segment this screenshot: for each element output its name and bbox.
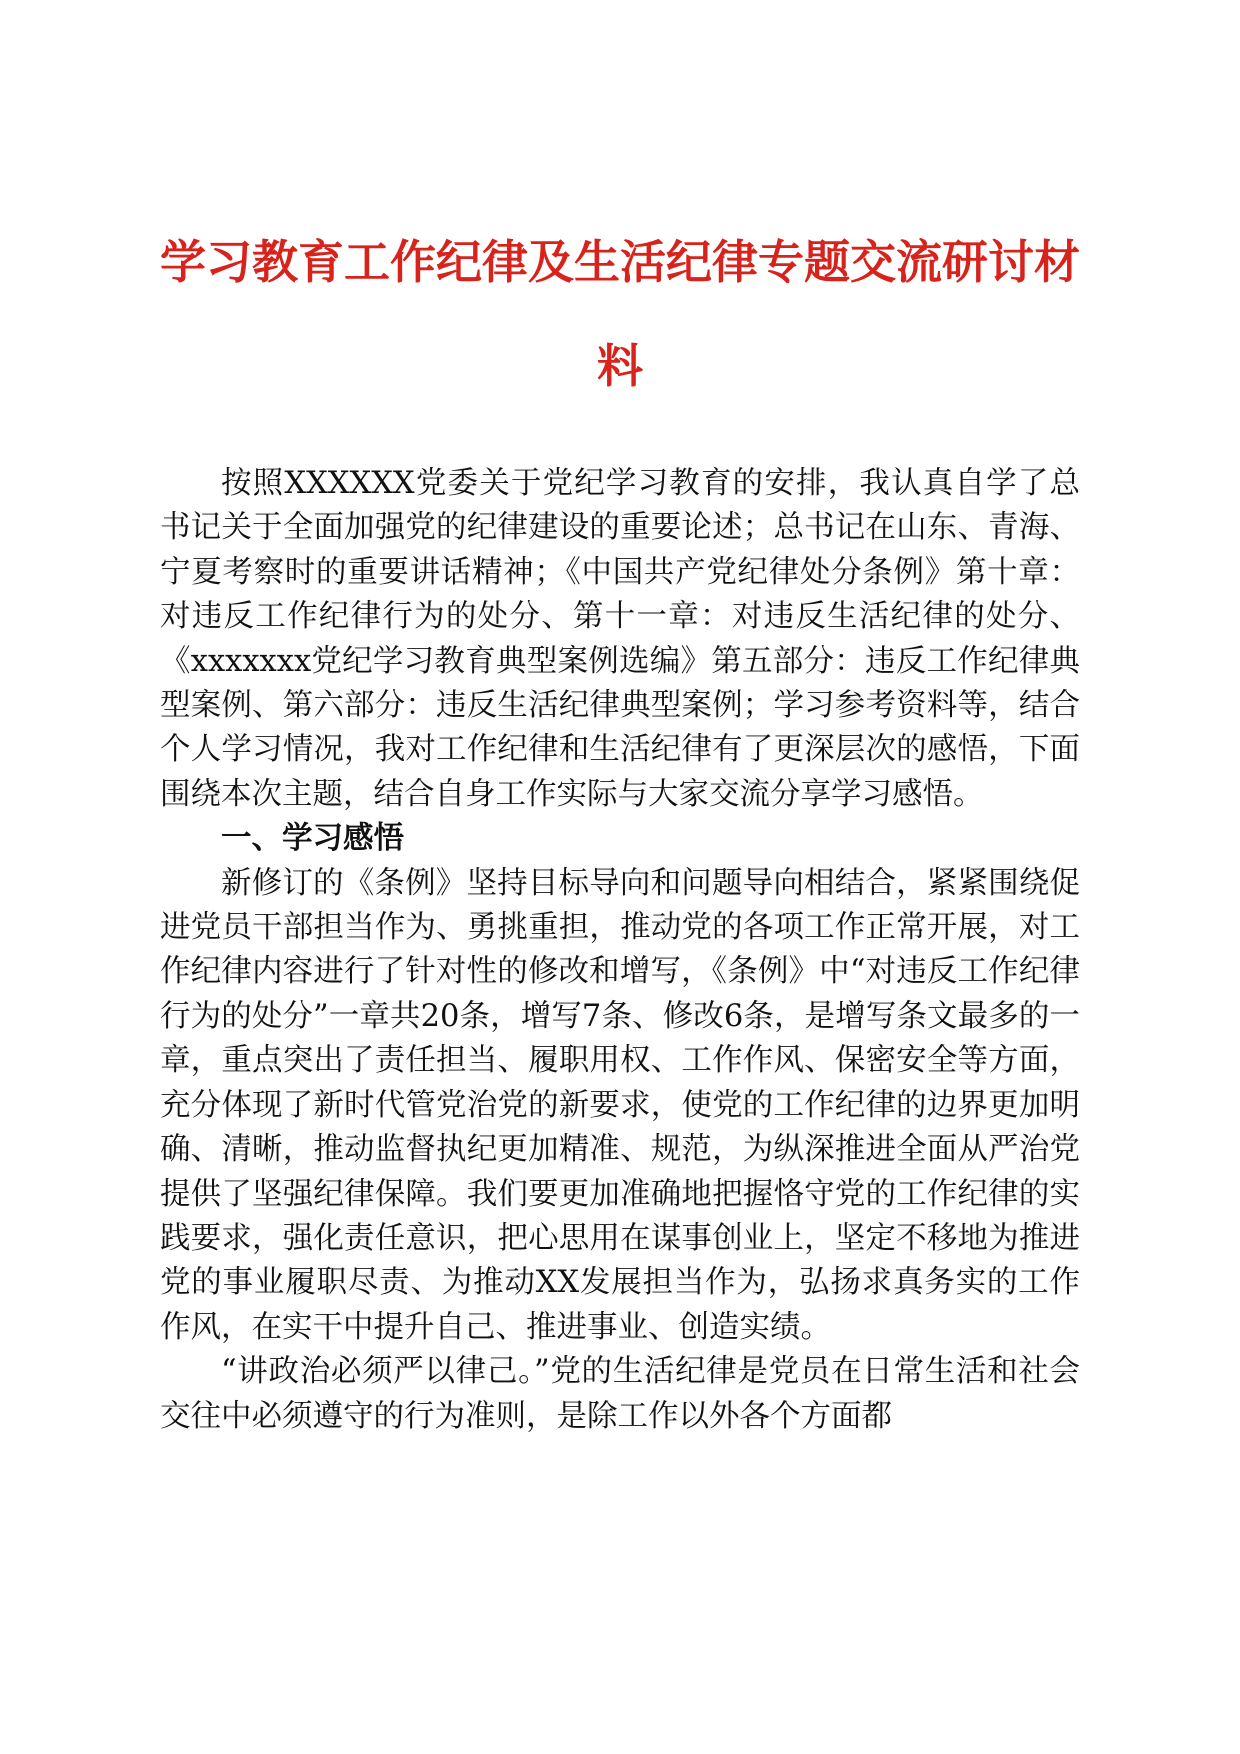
document-title-line-2: 料 [597, 339, 643, 393]
document-title-line-1: 学习教育工作纪律及生活纪律专题交流研讨材 [160, 235, 1080, 289]
intro-paragraph: 按照XXXXXX党委关于党纪学习教育的安排，我认真自学了总书记关于全面加强党的纪律建设的重要论述；总书记在山东、青海、宁夏考察时的重要讲话精神；《中国共产党纪律处分条例》第十章：对违反工作纪律行为的处分、第十一章：对违反生活纪律的处分、《xxxxxxx党纪学习教育典型案例选编》第五部分：违反工作纪律典型案例、第六部分：违反生活纪律典型案例；学习参考资料等，结合个人学习情况，我对工作纪律和生活纪律有了更深层次的感悟，下面围绕本次主题，结合自身工作实际与大家交流分享学习感悟。 [160, 466, 1080, 812]
life-discipline-paragraph: “讲政治必须严以律己。”党的生活纪律是党员在日常生活和社会交往中必须遵守的行为准则，是除工作以外各个方面都 [160, 1354, 1080, 1434]
section-heading-learning-insights: 一、学习感悟 [221, 821, 404, 857]
document-body [160, 462, 1080, 1439]
work-discipline-paragraph: 新修订的《条例》坚持目标导向和问题导向相结合，紧紧围绕促进党员干部担当作为、勇挑重担，推动党的各项工作正常开展，对工作纪律内容进行了针对性的修改和增写，《条例》中“对违反工作纪律行为的处分”一章共20条，增写7条、修改6条，是增写条文最多的一章，重点突出了责任担当、履职用权、工作作风、保密安全等方面，充分体现了新时代管党治党的新要求，使党的工作纪律的边界更加明确、清晰，推动监督执纪更加精准、规范，为纵深推进全面从严治党提供了坚强纪律保障。我们要更加准确地把握恪守党的工作纪律的实践要求，强化责任意识，把心思用在谋事创业上，坚定不移地为推进党的事业履职尽责、为推动XX发展担当作为，弘扬求真务实的工作作风，在实干中提升自己、推进事业、创造实绩。 [160, 865, 1080, 1345]
